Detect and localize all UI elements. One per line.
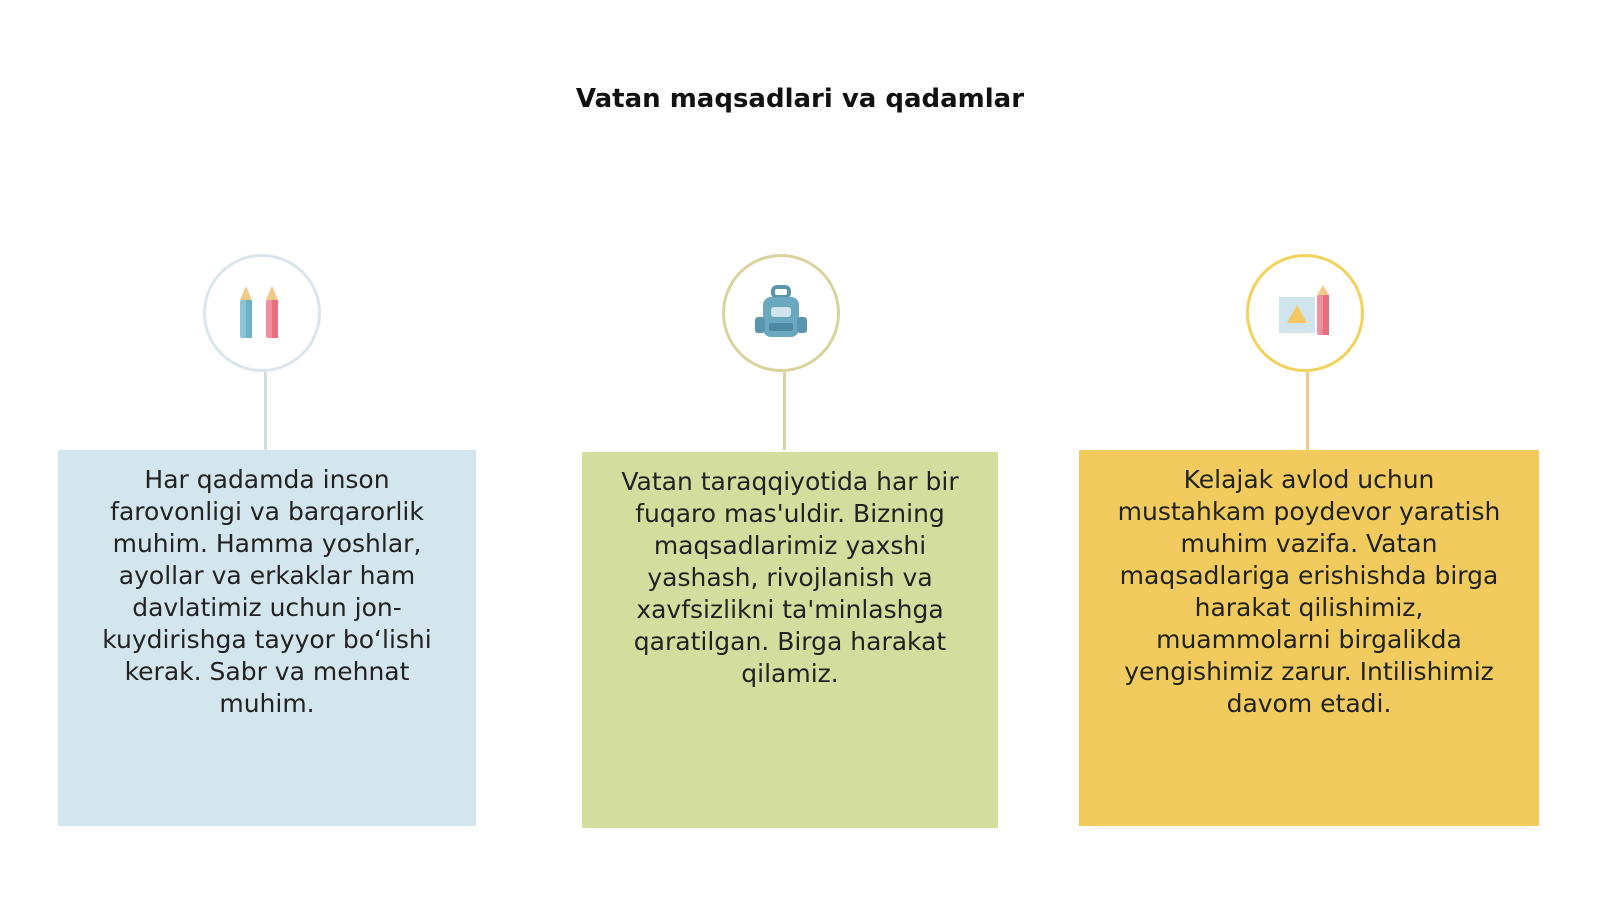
step-3-text: Kelajak avlod uchun mustahkam poydevor yaratish muhim vazifa. Vatan maqsadlariga erishishda birga harakat qilishimiz, muammolarni birgalikda yengishimiz zarur. Intilishimiz davom etadi. bbox=[1117, 465, 1501, 718]
drawing-board-icon bbox=[1273, 283, 1337, 343]
step-1-card bbox=[58, 450, 476, 826]
step-3-icon-circle bbox=[1246, 254, 1364, 372]
step-3-card bbox=[1079, 450, 1539, 826]
page-title: Vatan maqsadlari va qadamlar bbox=[575, 84, 1025, 114]
step-1-connector bbox=[264, 372, 267, 450]
step-3-connector bbox=[1306, 372, 1309, 450]
step-2-icon-circle bbox=[722, 254, 840, 372]
step-2-card bbox=[582, 452, 998, 828]
backpack-icon bbox=[751, 283, 811, 343]
step-1-text: Har qadamda inson farovonligi va barqarorlik muhim. Hamma yoshlar, ayollar va erkaklar ham davlatimiz uchun jon-kuydirishga tayyor bo‘lishi kerak. Sabr va mehnat muhim. bbox=[102, 465, 432, 718]
step-2-connector bbox=[783, 372, 786, 450]
step-2-text: Vatan taraqqiyotida har bir fuqaro mas'uldir. Bizning maqsadlarimiz yaxshi yashash, rivojlanish va xavfsizlikni ta'minlashga qaratilgan. Birga harakat qilamiz. bbox=[621, 467, 959, 688]
step-1-icon-circle bbox=[203, 254, 321, 372]
pencils-icon bbox=[234, 282, 290, 344]
